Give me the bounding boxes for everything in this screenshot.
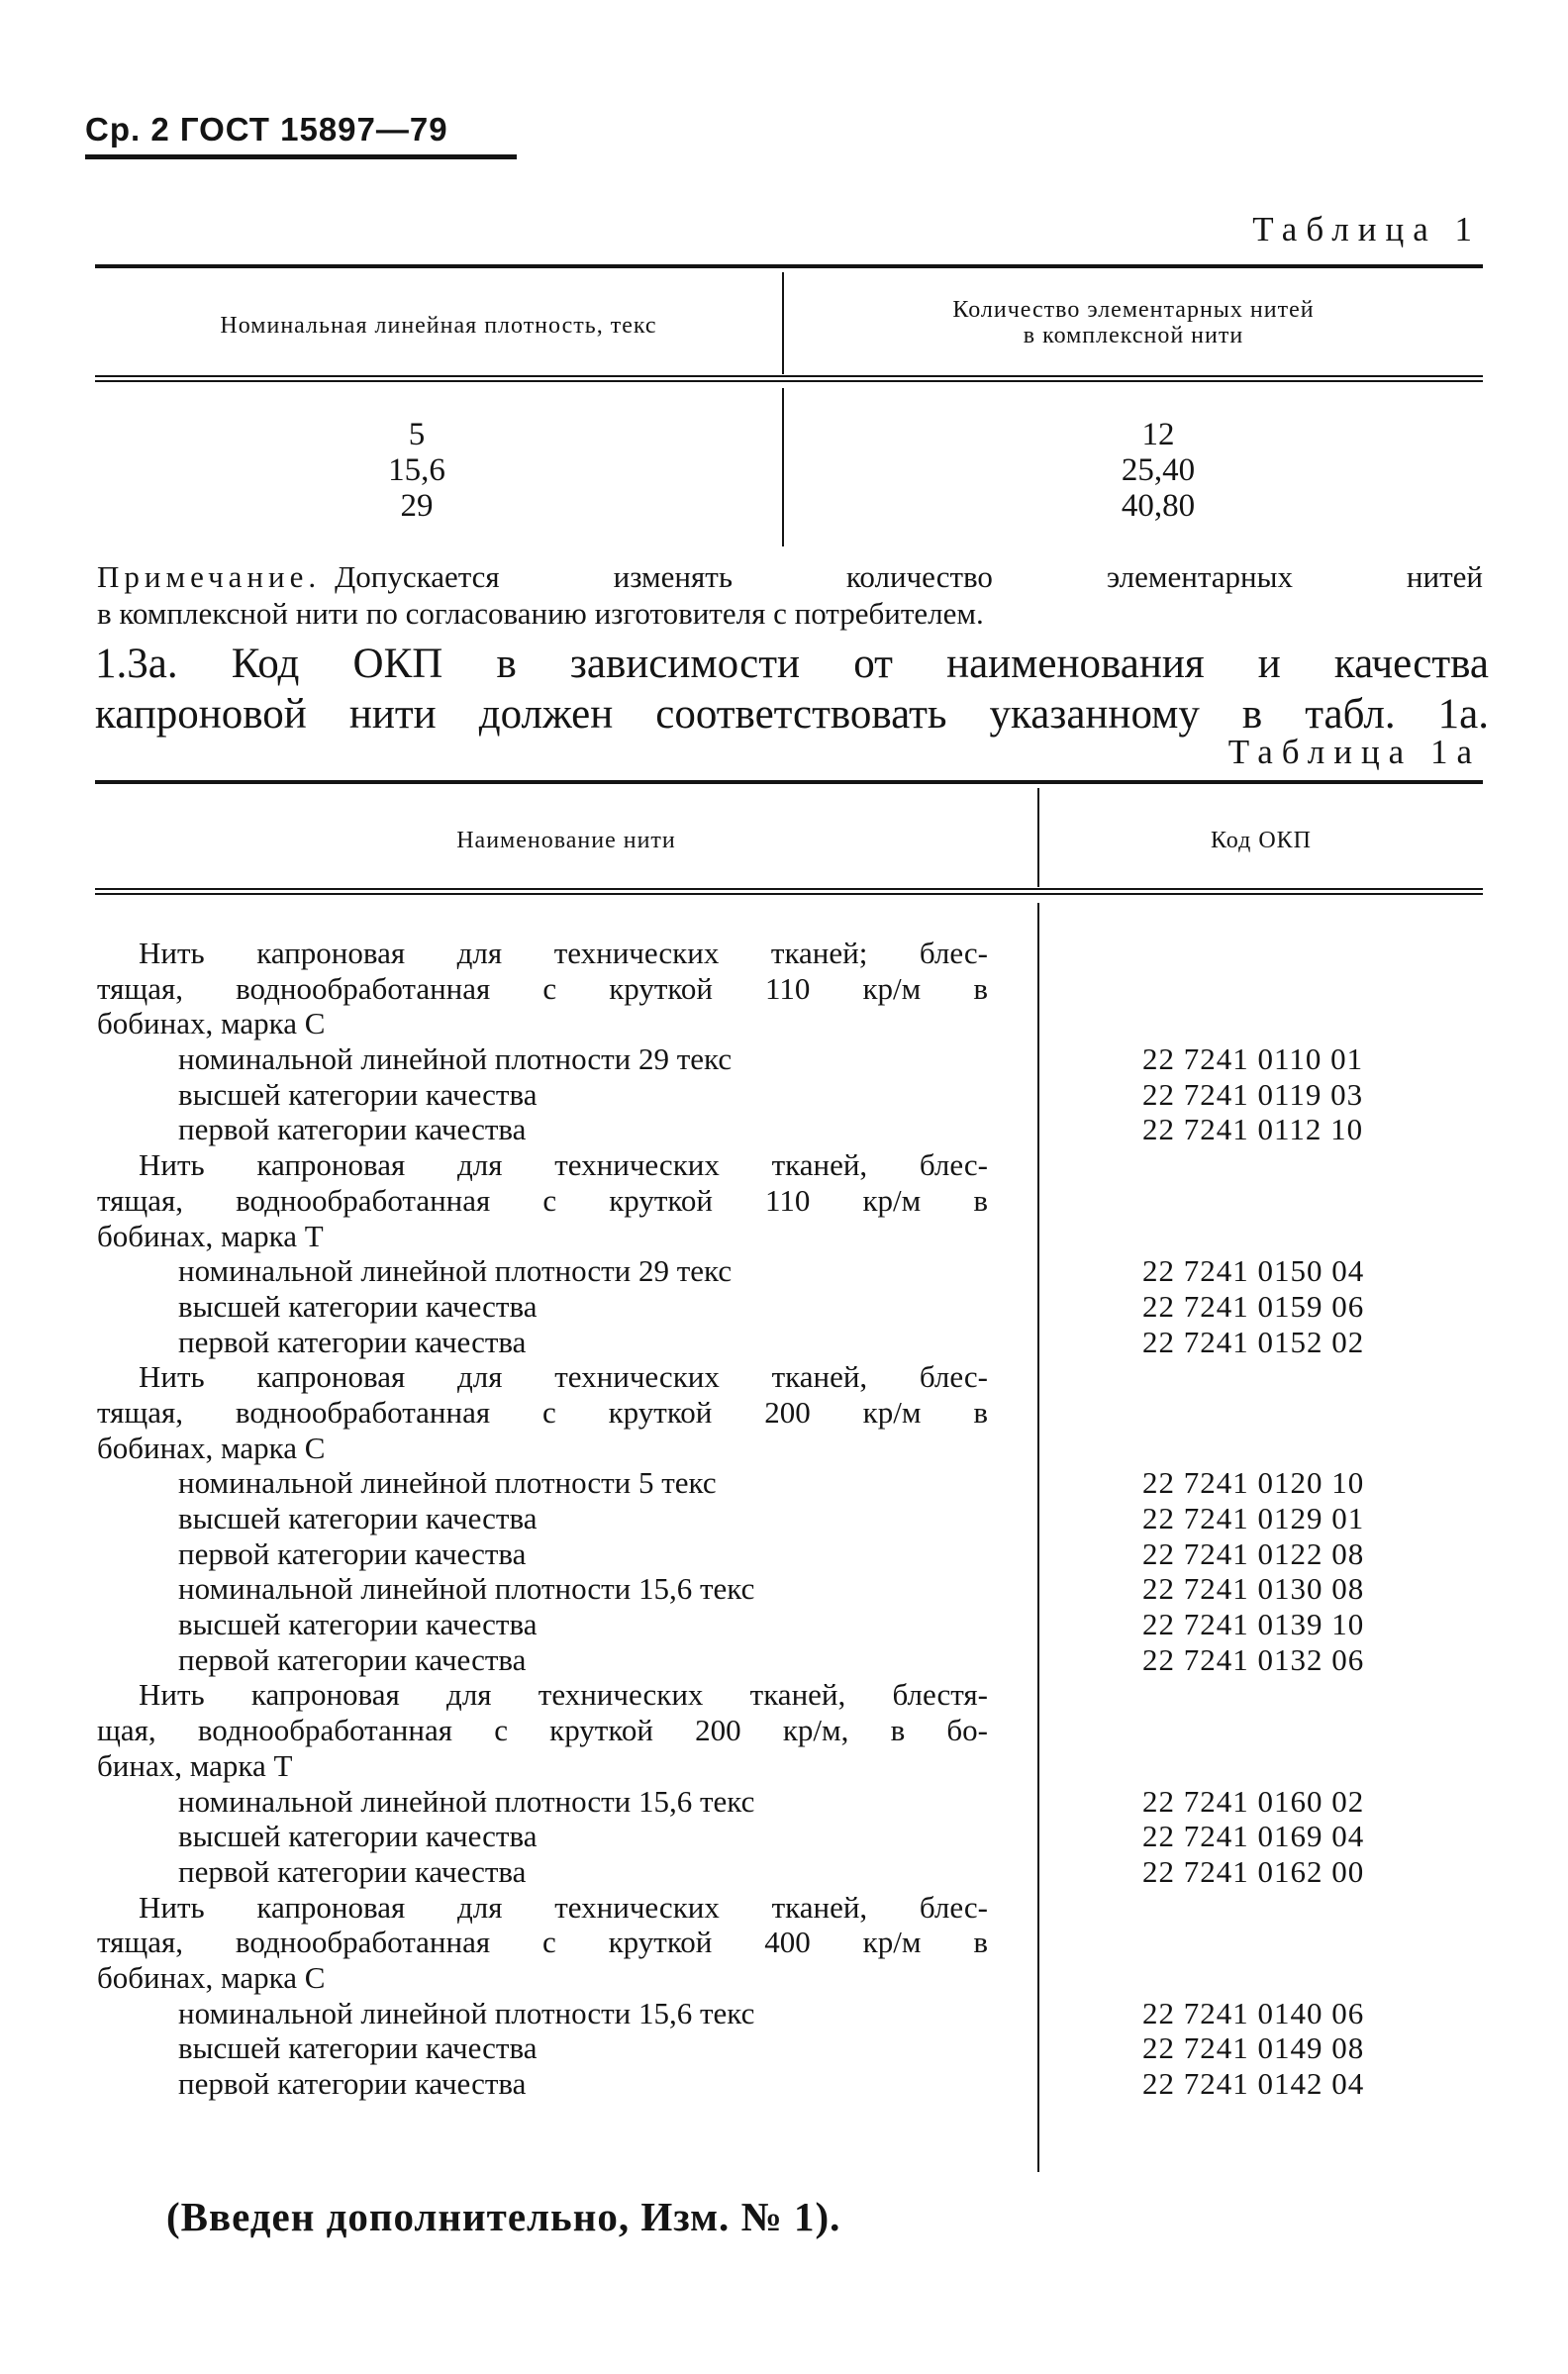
filament-count-value: 40,80: [1121, 488, 1196, 524]
table-row: [97, 1501, 1483, 1536]
okp-code: 22 7241 0142 04: [1142, 2066, 1365, 2101]
thread-name-text: бобинах, марка С: [97, 1006, 326, 1041]
okp-code: 22 7241 0132 06: [1142, 1641, 1365, 1677]
okp-code: 22 7241 0152 02: [1142, 1324, 1365, 1359]
table-row: [97, 1006, 1483, 1041]
thread-name-text: номинальной линейной плотности 15,6 текс: [178, 1995, 755, 2030]
thread-name-text: высшей категории качества: [178, 2030, 538, 2066]
table-row: [97, 1819, 1483, 1854]
table1a-rows: [97, 936, 1483, 2102]
table1-col2-header-line1: Количество элементарных нитей: [952, 297, 1315, 323]
thread-name-text: первой категории качества: [178, 1112, 527, 1147]
note-line1: [97, 558, 1483, 595]
table-row: [97, 1571, 1483, 1607]
table1-body-divider: [782, 388, 784, 546]
thread-name-text: номинальной линейной плотности 15,6 текс: [178, 1571, 755, 1607]
thread-name-text: бобинах, марка С: [97, 1959, 326, 1995]
section-line2: капроновой нити должен соответствовать указанному в табл. 1а.: [95, 691, 1489, 738]
table-row: [97, 1713, 1483, 1748]
thread-name-text: Нить капроновая для технических тканей, блестя-: [139, 1677, 988, 1713]
filament-count-value: 25,40: [1121, 452, 1196, 488]
thread-name-text: Нить капроновая для технических тканей, блес-: [139, 1359, 988, 1395]
table1-densities: [95, 417, 738, 524]
thread-name-text: Нить капроновая для технических тканей, блес-: [139, 1147, 988, 1183]
table-row: [97, 1536, 1483, 1572]
thread-name-text: первой категории качества: [178, 2066, 527, 2101]
table1a-col1-header: Наименование нити: [456, 828, 676, 853]
okp-code: 22 7241 0150 04: [1142, 1253, 1365, 1289]
okp-code: 22 7241 0112 10: [1142, 1112, 1364, 1147]
okp-code: 22 7241 0120 10: [1142, 1465, 1365, 1501]
table-row: [97, 1219, 1483, 1254]
table-row: [97, 936, 1483, 971]
table-row: [97, 1748, 1483, 1784]
thread-name-text: тящая, воднообработанная с круткой 200 кр/м в: [97, 1394, 988, 1430]
thread-name-text: первой категории качества: [178, 1324, 527, 1359]
note-text-line1: Допускается изменять количество элементарных нитей: [335, 559, 1483, 594]
okp-code: 22 7241 0122 08: [1142, 1535, 1365, 1571]
table1-filament-counts: [1039, 417, 1277, 524]
table-row: [97, 1112, 1483, 1147]
note-label: Примечание.: [97, 559, 322, 594]
okp-code: 22 7241 0130 08: [1142, 1571, 1365, 1607]
okp-code: 22 7241 0140 06: [1142, 1995, 1365, 2030]
thread-name-text: номинальной линейной плотности 29 текс: [178, 1041, 733, 1077]
thread-name-text: бобинах, марка С: [97, 1430, 326, 1465]
section-line1: 1.3а. Код ОКП в зависимости от наименования и качества: [95, 641, 1489, 687]
table1-col1-header: Номинальная линейная плотность, текс: [220, 313, 657, 339]
thread-name-text: щая, воднообработанная с круткой 200 кр/м, в бо-: [97, 1713, 988, 1748]
thread-name-text: высшей категории качества: [178, 1288, 538, 1324]
thread-name-text: первой категории качества: [178, 1641, 527, 1677]
thread-name-text: высшей категории качества: [178, 1501, 538, 1535]
table-row: [97, 1784, 1483, 1820]
density-value: 15,6: [388, 452, 445, 488]
table-row: [97, 1147, 1483, 1183]
table1-caption: Таблица 1: [1252, 210, 1481, 248]
thread-name-text: Нить капроновая для технических тканей, блес-: [139, 1889, 988, 1925]
okp-code: 22 7241 0110 01: [1142, 1041, 1364, 1077]
okp-code: 22 7241 0160 02: [1142, 1783, 1365, 1819]
table-row: [97, 1041, 1483, 1077]
okp-code: 22 7241 0169 04: [1142, 1819, 1365, 1854]
table-row: [97, 1289, 1483, 1325]
table1a-header-rule: [95, 888, 1483, 895]
table1-note: [97, 558, 1483, 632]
table-row: [97, 1325, 1483, 1360]
thread-name-text: тящая, воднообработанная с круткой 400 кр/м в: [97, 1925, 988, 1960]
table-row: [97, 2030, 1483, 2066]
okp-code: 22 7241 0149 08: [1142, 2030, 1365, 2066]
page-header: Ср. 2 ГОСТ 15897—79: [85, 111, 448, 148]
density-value: 29: [400, 488, 434, 524]
okp-code: 22 7241 0139 10: [1142, 1607, 1365, 1642]
thread-name-text: тящая, воднообработанная с круткой 110 кр/м в: [97, 1182, 988, 1218]
table1a-caption: Таблица 1а: [1227, 733, 1481, 771]
table-row: [97, 1642, 1483, 1678]
table-row: [97, 1183, 1483, 1219]
table1-col2-header-line2: в комплексной нити: [1023, 323, 1244, 348]
thread-name-text: первой категории качества: [178, 1535, 527, 1571]
thread-name-text: бинах, марка Т: [97, 1747, 293, 1783]
table-row: [97, 971, 1483, 1007]
okp-code: 22 7241 0159 06: [1142, 1288, 1365, 1324]
thread-name-text: тящая, воднообработанная с круткой 110 кр/м в: [97, 970, 988, 1006]
okp-code: 22 7241 0119 03: [1142, 1076, 1364, 1112]
table-row: [97, 1359, 1483, 1395]
table1a-col2-header: Код ОКП: [1210, 828, 1312, 853]
table-row: [97, 1607, 1483, 1642]
thread-name-text: номинальной линейной плотности 5 текс: [178, 1465, 717, 1501]
thread-name-text: Нить капроновая для технических тканей; блес-: [139, 936, 988, 970]
table-row: [97, 1996, 1483, 2031]
okp-code: 22 7241 0129 01: [1142, 1501, 1365, 1535]
table-row: [97, 1465, 1483, 1501]
amendment-note: (Введен дополнительно, Изм. № 1).: [166, 2194, 841, 2239]
table-row: [97, 1890, 1483, 1926]
okp-code: 22 7241 0162 00: [1142, 1853, 1365, 1889]
thread-name-text: бобинах, марка Т: [97, 1218, 324, 1253]
note-text-line2: в комплексной нити по согласованию изготовителя с потребителем.: [97, 596, 984, 631]
table-row: [97, 1431, 1483, 1466]
table-row: [97, 1925, 1483, 1960]
table-row: [97, 2066, 1483, 2102]
table1a-top-rule: [95, 780, 1483, 784]
thread-name-text: первой категории качества: [178, 1853, 527, 1889]
table-row: [97, 1253, 1483, 1289]
table1-top-rule: [95, 264, 1483, 268]
table-row: [97, 1960, 1483, 1996]
thread-name-text: высшей категории качества: [178, 1819, 538, 1854]
section-1-3a: [95, 639, 1489, 740]
thread-name-text: высшей категории качества: [178, 1607, 538, 1642]
table-row: [97, 1677, 1483, 1713]
thread-name-text: номинальной линейной плотности 29 текс: [178, 1253, 733, 1289]
header-underline: [85, 154, 517, 159]
table-row: [97, 1854, 1483, 1890]
thread-name-text: номинальной линейной плотности 15,6 текс: [178, 1783, 755, 1819]
table1-header-rule: [95, 375, 1483, 382]
table-row: [97, 1077, 1483, 1113]
thread-name-text: высшей категории качества: [178, 1076, 538, 1112]
table-row: [97, 1395, 1483, 1431]
density-value: 5: [408, 417, 426, 452]
filament-count-value: 12: [1141, 417, 1175, 452]
